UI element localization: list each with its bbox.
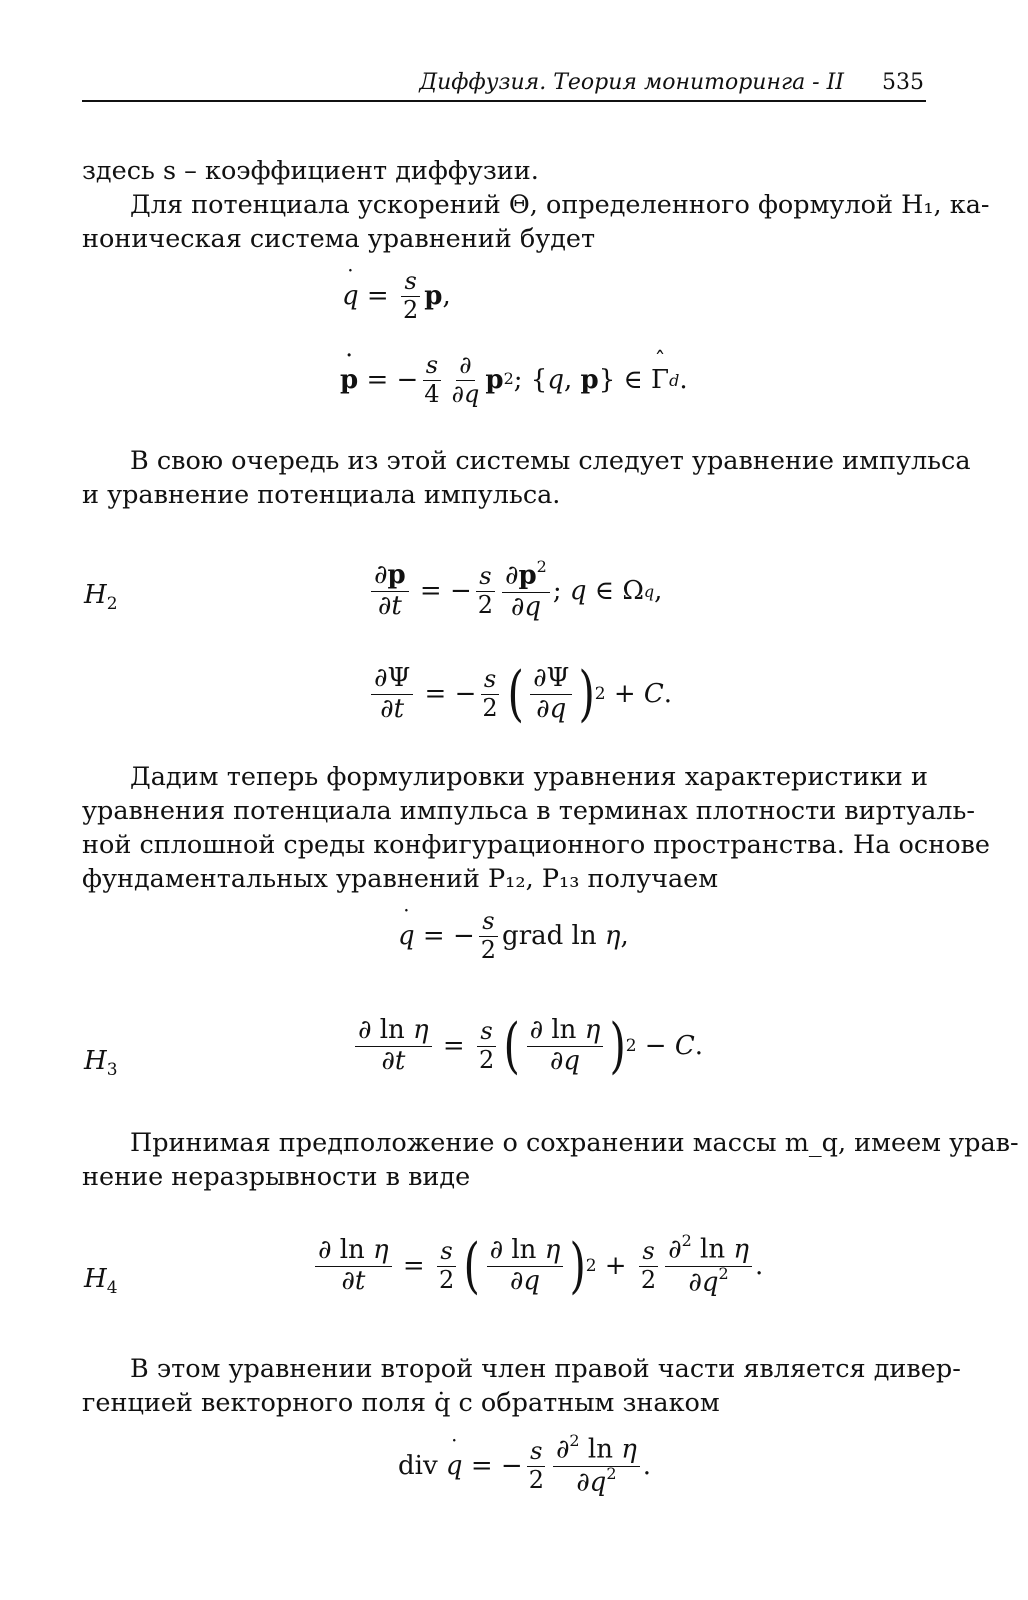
text-line: фундаментальных уравнений P₁₂, P₁₃ получаем — [82, 864, 719, 894]
paragraph-2 — [82, 188, 990, 256]
text-line: В этом уравнении второй член правой части является дивер- — [130, 1354, 961, 1384]
text-line: ноническая система уравнений будет — [82, 224, 596, 254]
equation-6: $\frac{\text{∂ ln η}}{\partial t}$ = $\frac{s}{2}$ ( $\frac{\text{∂ ln η}}{\partial q}$ ) 2 − C . — [352, 1016, 703, 1077]
text-line: уравнения потенциала импульса в терминах плотности виртуаль- — [82, 796, 975, 826]
equation-3: $\frac{\partial p}{\partial t}$ = − $\frac{s}{2}$ $\frac{\partial p^2}{\partial q}$ ; q ∈ Ω q , — [368, 560, 662, 622]
paragraph-6 — [82, 1352, 961, 1420]
text-line: ной сплошной среды конфигурационного пространства. На основе — [82, 830, 990, 860]
text-line: Дадим теперь формулировки уравнения характеристики и — [130, 762, 928, 792]
equation-1: q ˙ = $\frac{s}{2}$ p , — [342, 268, 451, 324]
label-h3: $H_3$ — [84, 1046, 118, 1081]
text-line: Для потенциала ускорений Θ, определенного формулой H₁, ка- — [130, 190, 990, 220]
label-h2: $H_2$ — [84, 580, 118, 615]
equation-4: $\frac{\partial\Psi}{\partial t}$ = − $\frac{s}{2}$ ( $\frac{\partial\Psi}{\partial q}$ ) 2 + C . — [368, 664, 672, 725]
text-line: генцией векторного поля q̇ с обратным знаком — [82, 1388, 720, 1418]
text-line: Принимая предположение о сохранении массы m_q, имеем урав- — [130, 1128, 1019, 1158]
paragraph-5 — [82, 1126, 1019, 1194]
equation-7: $\frac{\text{∂ ln η}}{\partial t}$ = $\frac{s}{2}$ ( $\frac{\text{∂ ln η}}{\partial q}$ ) 2 + $\frac{s}{2}$ $\frac{\partial^2 \ln \eta}{\partial q^2}$ . — [312, 1234, 763, 1298]
label-h4: $H_4$ — [84, 1264, 118, 1299]
equation-5: q ˙ = − $\frac{s}{2}$ grad ln η , — [398, 908, 629, 964]
paragraph-3 — [82, 444, 971, 512]
text-line: В свою очередь из этой системы следует уравнение импульса — [130, 446, 971, 476]
page-number: 535 — [882, 70, 924, 95]
paragraph-1 — [82, 154, 928, 188]
text-line: и уравнение потенциала импульса. — [82, 480, 561, 510]
running-header — [82, 66, 926, 102]
text-line: нение неразрывности в виде — [82, 1162, 471, 1192]
running-title: Диффузия. Теория мониторинга - II — [419, 70, 844, 95]
equation-2: p ˙ = − $\frac{s}{4}$ $\frac{\partial}{\partial q}$ p $^2$ ; { q , p } ∈ Γ ˆ d . — [340, 352, 688, 408]
text-line: здесь s – коэффициент диффузии. — [82, 156, 539, 186]
equation-8: div q ˙ = − $\frac{s}{2}$ $\frac{\partial^2 \ln \eta}{\partial q^2}$ . — [398, 1434, 651, 1498]
paragraph-4 — [82, 760, 990, 896]
